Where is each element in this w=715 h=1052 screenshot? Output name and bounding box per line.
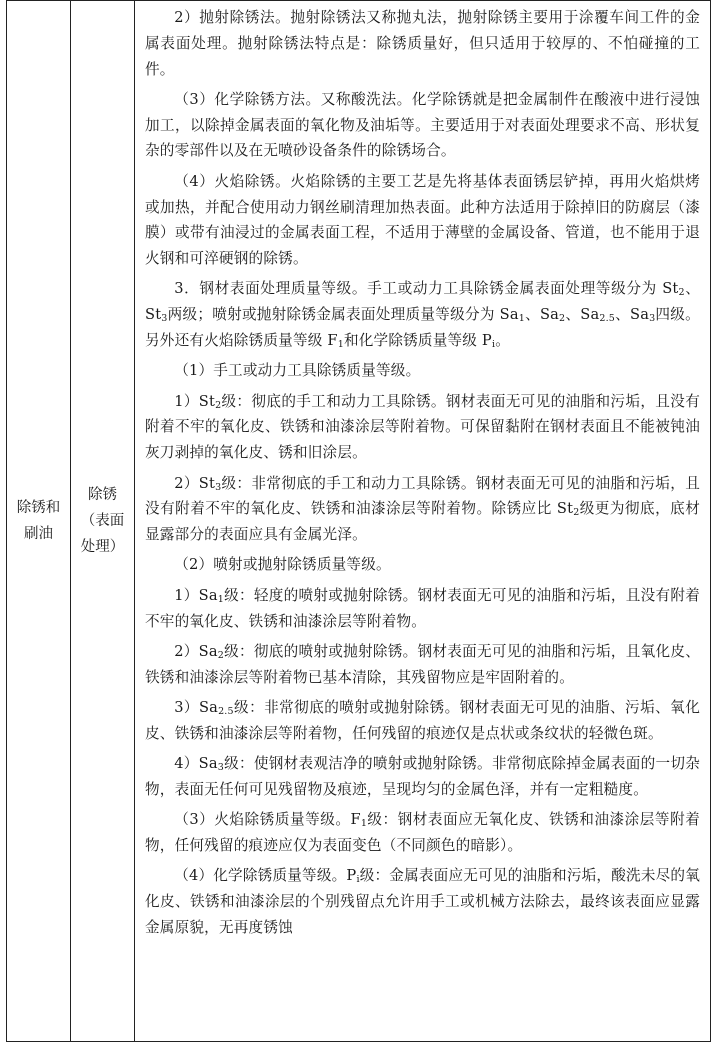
body-paragraph (145, 639, 700, 691)
subscript: 2 (215, 399, 222, 411)
body-paragraph (145, 276, 700, 353)
subcategory-cell (71, 1, 135, 1041)
paragraph-text: 、Sa (565, 306, 600, 324)
paragraph-text: 和化学除锈质量等级 P (343, 332, 492, 350)
paragraph-text: （4）火焰除锈。火焰除锈的主要工艺是先将基体表面锈层铲掉，再用火焰烘烤或加热，并配合使用动力钢丝刷清理加热表面。此种方法适用于除掉旧的防腐层（漆膜）或带有油浸过的金属表面工程，不适用于薄壁的金属设备、管道，也不能用于退火钢和可淬硬钢的除锈。 (145, 172, 700, 268)
paragraph-text: 级：非常彻底的喷射或抛射除锈。钢材表面无可见的油脂、污垢、氧化皮、铁锈和油漆涂层等附着物，任何残留的痕迹仅是点状或条纹状的轻微色斑。 (145, 698, 700, 742)
paragraph-text: 2）抛射除锈法。抛射除锈法又称抛丸法，抛射除锈主要用于涂覆车间工件的金属表面处理。抛射除锈法特点是：除锈质量好，但只适用于较厚的、不怕碰撞的工件。 (145, 9, 700, 78)
paragraph-text: 两级；喷射或抛射除锈金属表面处理质量等级分为 Sa (167, 306, 519, 324)
body-paragraph (145, 471, 700, 548)
subscript: 2 (217, 649, 224, 661)
body-text-cell (135, 1, 710, 1041)
body-paragraph (145, 863, 700, 940)
category-line: 除锈和 (16, 500, 61, 516)
content-table (6, 0, 711, 1042)
paragraph-text: 、Sa (525, 306, 560, 324)
paragraph-text: 级：彻底的手工和动力工具除锈。钢材表面无可见的油脂和污垢，且没有附着不牢的氧化皮、铁锈和油漆涂层等附着物。可保留黏附在钢材表面且不能被钝油灰刀剥掉的氧化皮、锈和旧涂层。 (145, 392, 700, 462)
paragraph-text: 3）Sa (174, 698, 219, 716)
paragraph-text: 级更为彻底，底材显露部分的表面应具有金属光泽。 (145, 500, 700, 544)
paragraph-text: 四级。另外还有火焰除锈质量等级 F (145, 306, 700, 350)
body-paragraph (145, 552, 700, 578)
subscript: i (491, 339, 496, 351)
subcategory-line: （表面 (80, 513, 125, 529)
paragraph-text: 级：金属表面应无可见的油脂和污垢，酸洗未尽的氧化皮、铁锈和油漆涂层的个别残留点允许用手工或机械方法除去，最终该表面应显露金属原貌，无再度锈蚀 (145, 867, 700, 936)
body-paragraph (145, 358, 700, 384)
category-line: 刷油 (24, 526, 53, 542)
subscript: 1 (337, 339, 344, 351)
body-paragraph (145, 87, 700, 164)
body-paragraph (145, 807, 700, 859)
paragraph-text: 1）Sa (174, 586, 218, 604)
subscript: 1 (217, 593, 224, 605)
subscript: 3 (217, 762, 224, 774)
paragraph-text: （4）化学除锈质量等级。P (174, 867, 357, 885)
subcategory-label (81, 482, 125, 560)
subscript: 1 (518, 313, 525, 325)
subcategory-line: 除锈 (88, 487, 117, 503)
paragraph-text: （1）手工或动力工具除锈质量等级。 (174, 362, 421, 380)
body-paragraph (145, 583, 700, 635)
category-label (17, 495, 61, 547)
subscript: 3 (161, 313, 168, 325)
body-paragraph (145, 5, 700, 82)
subscript: 2.5 (218, 705, 234, 717)
body-paragraph (145, 169, 700, 272)
paragraph-text: 2）St (174, 474, 216, 492)
paragraph-text: 2）Sa (174, 642, 218, 660)
paragraph-text: 级：彻底的喷射或抛射除锈。钢材表面无可见的油脂和污垢，且氧化皮、铁锈和油漆涂层等附着物已基本清除，其残留物应是牢固附着的。 (145, 642, 700, 686)
paragraph-text: （3）化学除锈方法。又称酸洗法。化学除锈就是把金属制件在酸液中进行浸蚀加工，以除掉金属表面的氧化物及油垢等。主要适用于对表面处理要求不高、形状复杂的零部件以及在无喷砂设备条件的除锈场合。 (145, 90, 700, 160)
subscript: 2 (573, 507, 580, 519)
subscript: 1 (360, 818, 368, 830)
paragraph-text: 4）Sa (174, 755, 218, 773)
paragraph-text: 3．钢材表面处理质量等级。手工或动力工具除锈金属表面处理等级分为 St (174, 280, 679, 298)
paragraph-text: 级：使钢材表观洁净的喷射或抛射除锈。非常彻底除掉金属表面的一切杂物，表面无任何可见残留物及痕迹，呈现均匀的金属色泽，并有一定粗糙度。 (145, 755, 700, 798)
paragraph-text: 、Sa (615, 306, 650, 324)
paragraph-text: 级：轻度的喷射或抛射除锈。钢材表面无可见的油脂和污垢，且没有附着不牢的氧化皮、铁锈和油漆涂层等附着物。 (145, 586, 700, 630)
paragraph-text: （2）喷射或抛射除锈质量等级。 (174, 556, 391, 574)
paragraph-text: 。 (495, 332, 511, 350)
paragraph-text: 1）St (174, 392, 216, 410)
subscript: 3 (649, 313, 656, 325)
subcategory-line: 处理） (80, 539, 125, 555)
paragraph-text: 、St (145, 280, 701, 324)
subscript: 2.5 (599, 313, 616, 325)
category-cell (7, 1, 71, 1041)
body-paragraph (145, 751, 700, 803)
subscript: 2 (678, 287, 685, 299)
paragraph-text: 级：非常彻底的手工和动力工具除锈。钢材表面无可见的油脂和污垢，且没有附着不牢的氧化皮、铁锈和油漆涂层等附着物。除锈应比 St (145, 474, 700, 518)
subscript: 2 (559, 313, 566, 325)
paragraph-text: （3）火焰除锈质量等级。F (174, 811, 361, 829)
subscript: 3 (215, 481, 222, 493)
body-paragraph (145, 389, 700, 466)
paragraph-text: 级：钢材表面应无氧化皮、铁锈和油漆涂层等附着物，任何残留的痕迹应仅为表面变色（不同颜色的暗影）。 (145, 811, 700, 854)
subscript: i (356, 874, 360, 886)
body-paragraph (145, 695, 700, 747)
